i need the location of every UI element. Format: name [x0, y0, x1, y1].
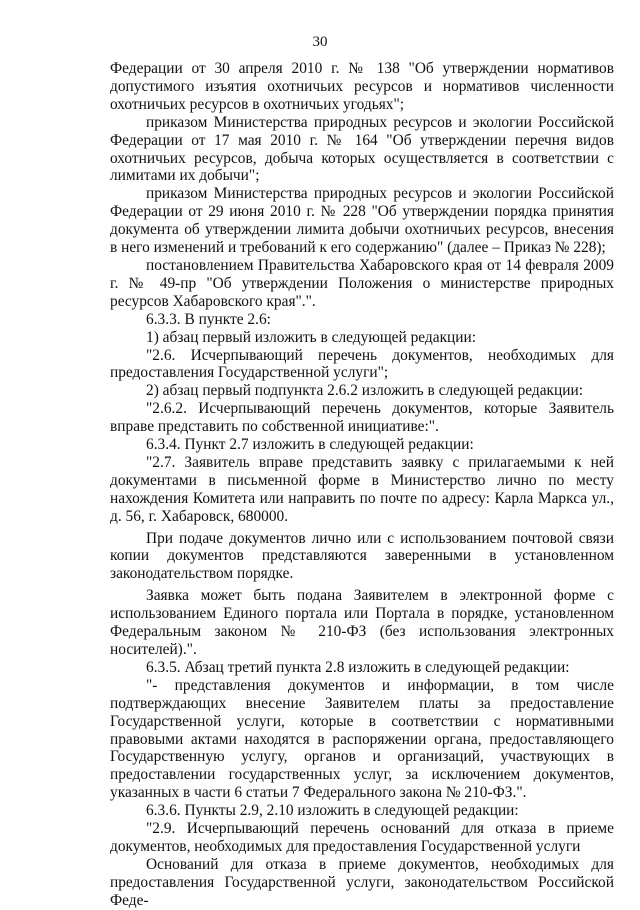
paragraph: Федерации от 30 апреля 2010 г. № 138 "Об утверждении нормативов допустимого изъятия охотничьих ресурсов и нормативов численности охотничьих ресурсов в охотничьих угодьях"; — [110, 60, 614, 113]
paragraph: приказом Министерства природных ресурсов и экологии Российской Федерации от 17 мая 2010 г. № 164 "Об утверждении перечня видов охотничьих ресурсов, добыча которых осуществляется в соответствии с лимитами их добычи"; — [110, 113, 614, 185]
document-body — [110, 60, 614, 910]
paragraph: Оснований для отказа в приеме документов, необходимых для предоставления Государственной услуги, законодательством Российской Феде- — [110, 855, 614, 909]
paragraph: "2.7. Заявитель вправе представить заявку с прилагаемыми к ней документами в письменной форме в Министерство лично по месту нахождения Комитета или направить по почте по адресу: Карла Маркса ул., д. 56, г. Хабаровск, 680000. — [110, 453, 614, 525]
paragraph: 6.3.6. Пункты 2.9, 2.10 изложить в следующей редакции: — [146, 802, 519, 820]
paragraph: "2.9. Исчерпывающий перечень оснований для отказа в приеме документов, необходимых для предоставления Государственной услуги — [110, 820, 614, 855]
paragraph: 1) абзац первый изложить в следующей редакции: — [146, 328, 477, 346]
page-number: 30 — [312, 34, 328, 50]
paragraph: "- представления документов и информации, в том числе подтверждающих внесение Заявителем платы за предоставление Государственной услуги, которые в соответствии с нормативными правовыми актами находятся в распоряжении органа, предоставляющего Государственную услугу, органов и организаций, участвующих в предоставлении государственных услуг, за исключением документов, указанных в части 6 статьи 7 Федерального закона № 210-ФЗ.". — [110, 676, 614, 802]
paragraph: 6.3.3. В пункте 2.6: — [146, 310, 271, 328]
paragraph: 2) абзац первый подпункта 2.6.2 изложить в следующей редакции: — [146, 382, 584, 400]
paragraph: При подаче документов лично или с использованием почтовой связи копии документов представляются заверенными в установленном законодательством порядке. — [110, 529, 614, 583]
paragraph: "2.6. Исчерпывающий перечень документов, необходимых для предоставления Государственной услуги"; — [110, 346, 614, 382]
paragraph: 6.3.5. Абзац третий пункта 2.8 изложить в следующей редакции: — [146, 658, 570, 676]
paragraph: постановлением Правительства Хабаровского края от 14 февраля 2009 г. № 49-пр "Об утверждении Положения о министерстве природных ресурсов Хабаровского края".". — [110, 256, 614, 310]
paragraph: 6.3.4. Пункт 2.7 изложить в следующей редакции: — [146, 436, 474, 454]
paragraph: приказом Министерства природных ресурсов и экологии Российской Федерации от 29 июня 2010 г. № 228 "Об утверждении порядка принятия документа об утверждении лимита добычи охотничьих ресурсов, внесения в него изменений и требований к его содержанию" (далее – Приказ № 228); — [110, 185, 614, 257]
paragraph: Заявка может быть подана Заявителем в электронной форме с использованием Единого портала или Портала в порядке, установленном Федеральным законом № 210-ФЗ (без использования электронных носителей).". — [110, 587, 614, 658]
paragraph: "2.6.2. Исчерпывающий перечень документов, которые Заявитель вправе представить по собственной инициативе:". — [110, 400, 614, 436]
